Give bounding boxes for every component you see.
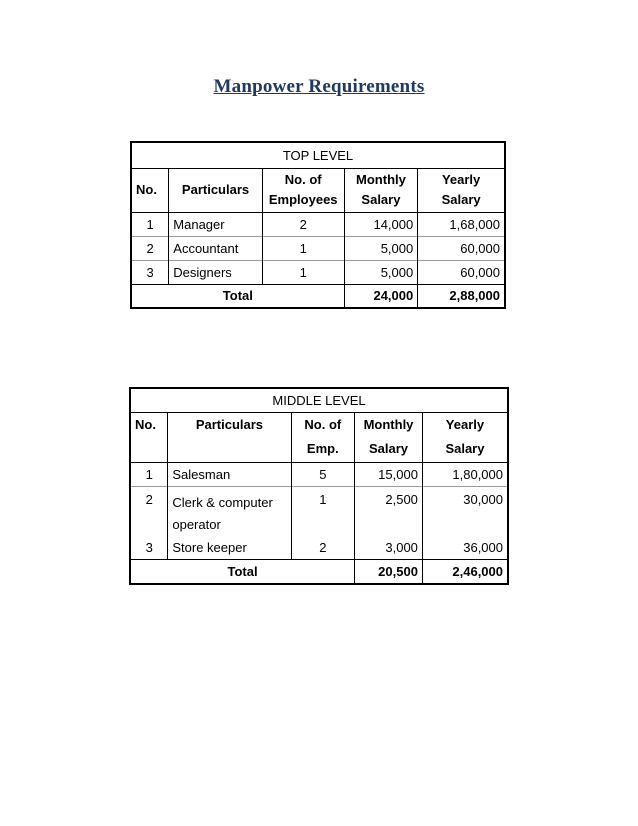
cell-no: 1	[130, 462, 168, 486]
cell-monthly: 3,000	[355, 536, 423, 560]
table-row	[131, 212, 505, 236]
cell-employees: 1	[262, 236, 344, 260]
cell-employees: 2	[262, 212, 344, 236]
total-label: Total	[131, 284, 344, 308]
total-label: Total	[130, 560, 355, 584]
header-monthly: Monthly Salary	[355, 412, 423, 462]
cell-monthly: 15,000	[355, 462, 423, 486]
cell-yearly: 60,000	[418, 236, 505, 260]
cell-particulars: Designers	[169, 260, 263, 284]
header-monthly: Monthly Salary	[344, 168, 418, 212]
table-heading: TOP LEVEL	[131, 142, 505, 168]
header-no: No.	[130, 412, 168, 462]
cell-employees: 1	[262, 260, 344, 284]
table-row	[131, 260, 505, 284]
total-yearly: 2,46,000	[422, 560, 508, 584]
cell-no: 1	[131, 212, 169, 236]
cell-particulars: Manager	[169, 212, 263, 236]
page-title: Manpower Requirements	[213, 76, 425, 97]
table-total-row	[130, 560, 508, 584]
top-level-table	[130, 141, 506, 309]
cell-monthly: 2,500	[355, 486, 423, 536]
cell-yearly: 60,000	[418, 260, 505, 284]
table-header-row	[131, 168, 505, 212]
cell-no: 3	[145, 539, 153, 555]
table-row	[130, 486, 508, 536]
table-header-row	[130, 412, 508, 462]
table-banner-row	[131, 142, 505, 168]
total-monthly: 20,500	[355, 560, 423, 584]
cell-employees: 2	[291, 536, 355, 560]
cell-particulars: Salesman	[168, 462, 291, 486]
header-particulars: Particulars	[169, 168, 263, 212]
cell-yearly: 36,000	[422, 536, 508, 560]
table-row	[130, 536, 508, 560]
cell-particulars: Store keeper	[168, 536, 291, 560]
header-employees: No. of Employees	[262, 168, 344, 212]
table-heading: MIDDLE LEVEL	[130, 388, 508, 412]
table-total-row	[131, 284, 505, 308]
cell-monthly: 5,000	[344, 236, 418, 260]
cell-monthly: 14,000	[344, 212, 418, 236]
header-yearly: Yearly Salary	[422, 412, 508, 462]
cell-yearly: 30,000	[422, 486, 508, 536]
table-row	[131, 236, 505, 260]
cell-employees: 5	[291, 462, 355, 486]
cell-yearly: 1,68,000	[418, 212, 505, 236]
cell-no: 2	[130, 486, 168, 536]
table-row	[130, 462, 508, 486]
middle-level-table	[129, 387, 509, 585]
total-yearly: 2,88,000	[418, 284, 505, 308]
cell-employees: 1	[291, 486, 355, 536]
cell-no: 3	[131, 260, 169, 284]
header-no: No.	[131, 168, 169, 212]
cell-yearly: 1,80,000	[422, 462, 508, 486]
header-employees: No. of Emp.	[291, 412, 355, 462]
total-monthly: 24,000	[344, 284, 418, 308]
header-yearly: Yearly Salary	[418, 168, 505, 212]
cell-particulars: Clerk & computer operator	[168, 486, 291, 536]
header-particulars: Particulars	[168, 412, 291, 462]
table-banner-row	[130, 388, 508, 412]
cell-particulars: Accountant	[169, 236, 263, 260]
cell-no: 2	[131, 236, 169, 260]
cell-monthly: 5,000	[344, 260, 418, 284]
